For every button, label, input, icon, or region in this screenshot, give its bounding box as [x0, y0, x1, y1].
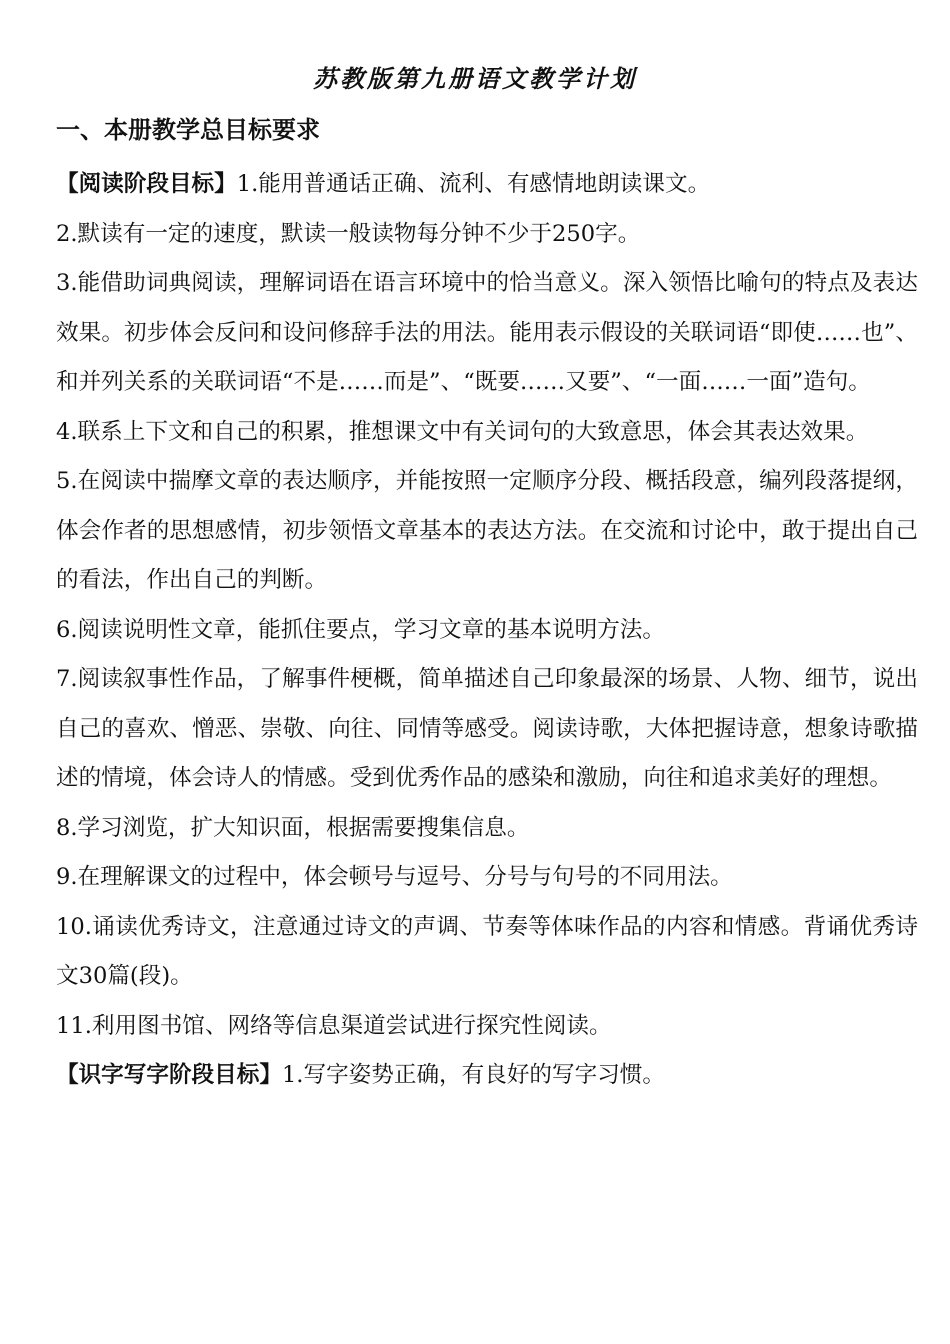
reading-goal-8: 8.学习浏览，扩大知识面，根据需要搜集信息。	[56, 814, 530, 841]
reading-goal-5: 5.在阅读中揣摩文章的表达顺序，并能按照一定顺序分段、概括段意，编列段落提纲，体会作者的思想感情，初步领悟文章基本的表达方法。在交流和讨论中，敢于提出自己的看法，作出自己的判断。	[56, 468, 918, 593]
reading-goal-3: 3.能借助词典阅读，理解词语在语言环境中的恰当意义。深入领悟比喻句的特点及表达效果。初步体会反问和设问修辞手法的用法。能用表示假设的关联词语“即使……也”、和并列关系的关联词语“不是……而是”、“既要……又要”、“一面……一面”造句。	[56, 270, 918, 395]
reading-goal-10: 10.诵读优秀诗文，注意通过诗文的声调、节奏等体味作品的内容和情感。背诵优秀诗文30篇(段)。	[56, 913, 918, 989]
document-body	[56, 160, 918, 1101]
reading-goal-1-text: 1.能用普通话正确、流利、有感情地朗读课文。	[236, 171, 711, 197]
writing-goals-lead: 【识字写字阶段目标】	[56, 1062, 282, 1088]
reading-goals-lead: 【阅读阶段目标】	[56, 171, 237, 197]
reading-goal-2: 2.默读有一定的速度，默读一般读物每分钟不少于250字。	[56, 220, 641, 247]
reading-goal-4: 4.联系上下文和自己的积累，推想课文中有关词句的大致意思，体会其表达效果。	[56, 418, 869, 445]
reading-goal-1	[56, 160, 918, 210]
reading-goal-9: 9.在理解课文的过程中，体会顿号与逗号、分号与句号的不同用法。	[56, 864, 733, 890]
reading-goal-6: 6.阅读说明性文章，能抓住要点，学习文章的基本说明方法。	[56, 616, 665, 643]
writing-goal-1	[56, 1051, 918, 1101]
section-heading: 一、本册教学总目标要求	[56, 116, 320, 144]
reading-goal-11: 11.利用图书馆、网络等信息渠道尝试进行探究性阅读。	[56, 1012, 612, 1039]
writing-goal-1-text: 1.写字姿势正确，有良好的写字习惯。	[281, 1062, 665, 1088]
reading-goal-7: 7.阅读叙事性作品，了解事件梗概，简单描述自己印象最深的场景、人物、细节，说出自己的喜欢、憎恶、崇敬、向往、同情等感受。阅读诗歌，大体把握诗意，想象诗歌描述的情境，体会诗人的情感。受到优秀作品的感染和激励，向往和追求美好的理想。	[56, 666, 918, 791]
document-title: 苏教版第九册语文教学计划	[313, 64, 637, 93]
